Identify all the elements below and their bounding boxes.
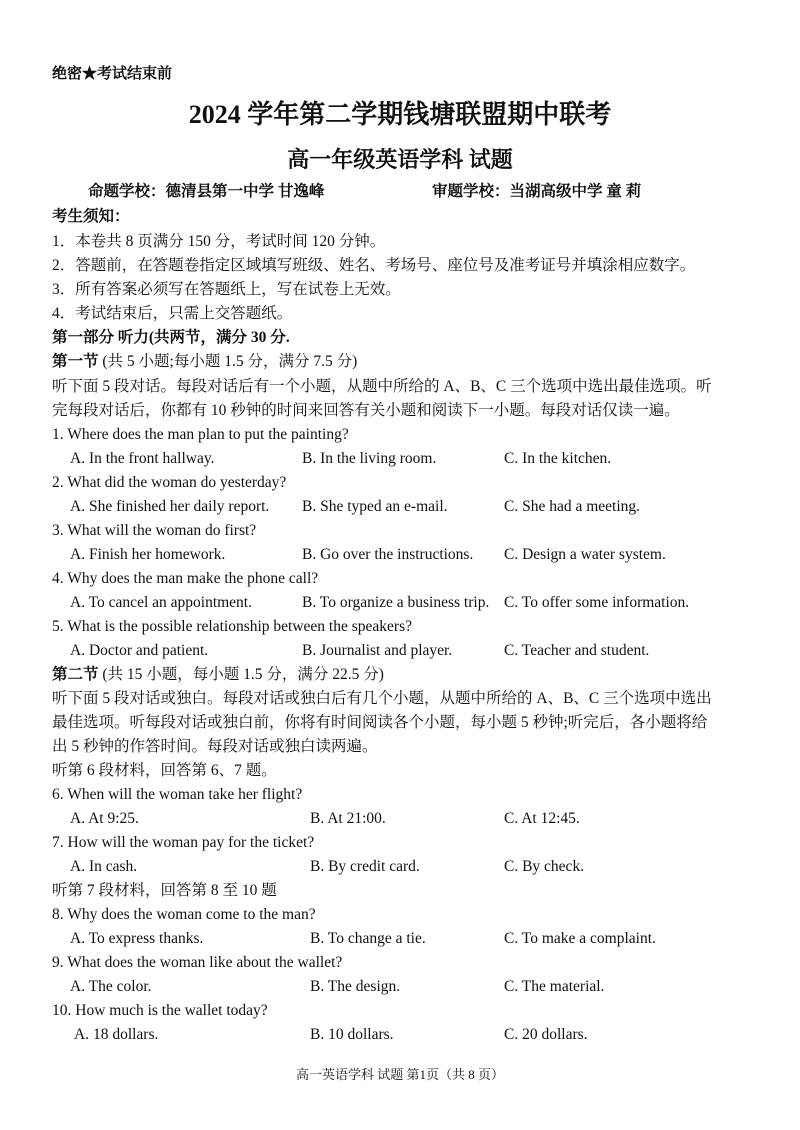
section1-heading (52, 352, 357, 372)
section1-scoring: (共 5 小题;每小题 1.5 分，满分 7.5 分) (98, 353, 358, 370)
section2-heading (52, 665, 384, 685)
section2-directions: 出 5 秒钟的作答时间。每段对话或独白读两遍。 (52, 738, 378, 755)
q10-option-a: A. 18 dollars. (74, 1026, 159, 1043)
reviewer-school: 审题学校：当湖高级中学 童 莉 (432, 183, 642, 200)
section2-label: 第二节 (52, 666, 99, 683)
instruction-item: 2．答题前，在答题卷指定区域填写班级、姓名、考场号、座位号及准考证号并填涂相应数字。 (52, 257, 696, 274)
exam-title: 2024 学年第二学期钱塘联盟期中联考 (188, 100, 612, 129)
q7-option-a: A. In cash. (70, 858, 138, 875)
section2-directions: 最佳选项。听每段对话或独白前，你将有时间阅读各个小题，每小题 5 秒钟;听完后，各小题将给 (52, 714, 708, 731)
q6-option-b: B. At 21:00. (310, 810, 386, 827)
section2-scoring: (共 15 小题，每小题 1.5 分，满分 22.5 分) (98, 666, 384, 683)
q5-option-b: B. Journalist and player. (302, 642, 453, 659)
instructions-heading: 考生须知： (52, 208, 130, 225)
q2-option-a: A. She finished her daily report. (70, 498, 270, 515)
page-footer: 高一英语学科 试题 第1页（共 8 页） (295, 1067, 504, 1082)
q3-option-c: C. Design a water system. (504, 546, 666, 563)
q1-option-c: C. In the kitchen. (504, 450, 612, 467)
q5-option-a: A. Doctor and patient. (70, 642, 209, 659)
q9-option-b: B. The design. (310, 978, 401, 995)
section1-directions: 完每段对话后，你都有 10 秒钟的时间来回答有关小题和阅读下一小题。每段对话仅读一遍。 (52, 402, 680, 419)
question-3: 3. What will the woman do first? (52, 522, 257, 539)
question-7: 7. How will the woman pay for the ticket? (52, 834, 315, 851)
q10-option-c: C. 20 dollars. (504, 1026, 588, 1043)
q9-option-a: A. The color. (70, 978, 152, 995)
instruction-item: 4．考试结束后，只需上交答题纸。 (52, 305, 293, 322)
section1-directions: 听下面 5 段对话。每段对话后有一个小题，从题中所给的 A、B、C 三个选项中选出最佳选项。听 (52, 378, 712, 395)
setter-school: 命题学校：德清县第一中学 甘逸峰 (88, 183, 325, 200)
section1-label: 第一节 (52, 353, 99, 370)
q10-option-b: B. 10 dollars. (310, 1026, 394, 1043)
part1-heading: 第一部分 听力(共两节，满分 30 分. (52, 329, 290, 346)
q5-option-c: C. Teacher and student. (504, 642, 650, 659)
q7-option-c: C. By check. (504, 858, 585, 875)
q2-option-c: C. She had a meeting. (504, 498, 641, 515)
q3-option-b: B. Go over the instructions. (302, 546, 474, 563)
material-7-note: 听第 7 段材料，回答第 8 至 10 题 (52, 882, 277, 899)
exam-subtitle: 高一年级英语学科 试题 (287, 147, 513, 172)
question-9: 9. What does the woman like about the wallet? (52, 954, 343, 971)
question-2: 2. What did the woman do yesterday? (52, 474, 287, 491)
q4-option-c: C. To offer some information. (504, 594, 690, 611)
question-5: 5. What is the possible relationship between the speakers? (52, 618, 412, 635)
q7-option-b: B. By credit card. (310, 858, 420, 875)
confidential-note: 绝密★考试结束前 (52, 66, 173, 82)
q3-option-a: A. Finish her homework. (70, 546, 226, 563)
instruction-item: 3．所有答案必须写在答题纸上，写在试卷上无效。 (52, 281, 401, 298)
section2-directions: 听下面 5 段对话或独白。每段对话或独白后有几个小题，从题中所给的 A、B、C 三个选项中选出 (52, 690, 712, 707)
material-6-note: 听第 6 段材料，回答第 6、7 题。 (52, 762, 277, 779)
question-6: 6. When will the woman take her flight? (52, 786, 303, 803)
instruction-item: 1．本卷共 8 页满分 150 分，考试时间 120 分钟。 (52, 233, 386, 250)
q8-option-c: C. To make a complaint. (504, 930, 656, 947)
q8-option-b: B. To change a tie. (310, 930, 426, 947)
q1-option-a: A. In the front hallway. (70, 450, 215, 467)
q6-option-c: C. At 12:45. (504, 810, 580, 827)
question-4: 4. Why does the man make the phone call? (52, 570, 319, 587)
q6-option-a: A. At 9:25. (70, 810, 139, 827)
question-8: 8. Why does the woman come to the man? (52, 906, 316, 923)
question-1: 1. Where does the man plan to put the painting? (52, 426, 349, 443)
q9-option-c: C. The material. (504, 978, 605, 995)
question-10: 10. How much is the wallet today? (52, 1002, 268, 1019)
q4-option-a: A. To cancel an appointment. (70, 594, 252, 611)
q8-option-a: A. To express thanks. (70, 930, 204, 947)
q4-option-b: B. To organize a business trip. (302, 594, 490, 611)
q2-option-b: B. She typed an e-mail. (302, 498, 448, 515)
q1-option-b: B. In the living room. (302, 450, 437, 467)
